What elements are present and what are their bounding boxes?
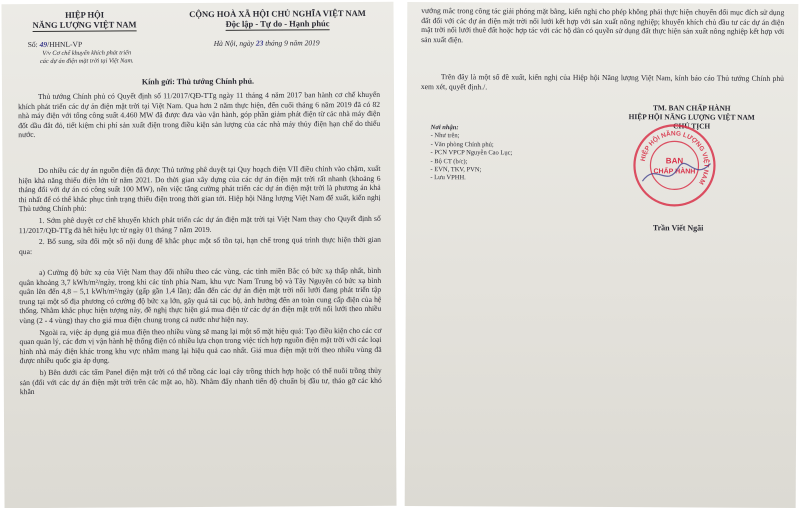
- continuation-text: [421, 6, 784, 48]
- official-stamp: [632, 123, 716, 207]
- handwritten-number: 49: [39, 39, 48, 49]
- recipients-title: Nơi nhận:: [430, 124, 459, 132]
- stamp-ring-text: HIỆP HỘI NĂNG LƯỢNG VIỆT NAM: [639, 130, 710, 186]
- handwritten-day: 23: [255, 38, 264, 48]
- recipient-item: - PCN VPCP Nguyễn Cao Lục;: [430, 149, 513, 157]
- nation-title: CỘNG HOÀ XÃ HỘI CHỦ NGHĨA VIỆT NAM: [189, 7, 366, 20]
- recipients-list: [430, 124, 512, 183]
- nation-motto: Độc lập - Tự do - Hạnh phúc: [225, 18, 330, 29]
- paragraph: vướng mắc trong công tác giải phóng mặt bằng, kiến nghị cho phép không phải thực hiện chuyển đổi mục đích sử dụng đất đối với các dự án điện mặt trời nối lưới kết hợp với sản xuất nông nghiệp; khuyến khích chủ đầu tư các dự án điện mặt trời nối lưới thuê đất hoặc hợp tác với các hộ dân có quyền sử dụng đất thực hiện sản xuất nông nghiệp kết hợp với sản xuất điện.: [421, 6, 785, 45]
- paragraph: a) Cường độ bức xạ của Việt Nam thay đổi nhiều theo các vùng, các tỉnh miền Bắc có bức xạ thấp nhất, bình quân khoảng 3,7 kWh/m²/ngày, trong khi các tỉnh phía Nam, khu vực Nam Trung bộ và Tây Nguyên có bức xạ bình quân lên đến 4,8 – 5,1 kWh/m²/ngày (gấp gần 1,4 lần); dẫn đến các dự án điện mặt trời nối lưới đang phát triển tập trung tại một số địa phương có cường độ bức xạ lớn, gây quá tải cục bộ, ảnh hưởng đến an toàn cung cấp điện của hệ thống. Nhằm khắc phục hiện tượng này, đề nghị thực hiện giá mua điện từ các dự án điện mặt trời nối lưới theo nhiều vùng (2 - 4 vùng) thay cho giá mua điện chung trong cả nước như hiện nay.: [19, 265, 382, 326]
- document-number: Số: 49/HHNL-VP: [27, 39, 83, 50]
- closing-text: Trên đây là một số đề xuất, kiến nghị của Hiệp hội Năng lượng Việt Nam, kính báo cáo Thủ tướng Chính phủ xem xét, quyết định./.: [420, 72, 784, 91]
- paragraph: 1. Sớm phê duyệt cơ chế khuyến khích phát triển các dự án điện mặt trời tại Việt Nam thay cho Quyết định số 11/2017/QĐ-TTg đã hết hiệu lực từ ngày 01 tháng 7 năm 2019.: [18, 213, 381, 235]
- recipient-item: - Văn phòng Chính phủ;: [430, 140, 494, 149]
- paragraph: b) Bên dưới các tấm Panel điện mặt trời có thể trồng các loại cây trồng thích hợp hoặc có thể nuôi trồng thủy sản (đối với các dự án điện mặt trời trên các mặt ao, hồ). Nhằm đẩy nhanh tiến độ chuẩn bị đầu tư, tháo gỡ các khó khăn: [19, 365, 382, 397]
- recipient-item: - Như trên;: [430, 132, 460, 140]
- national-header: [171, 8, 383, 31]
- body-section-3: [19, 266, 382, 399]
- place-date: Hà Nội, ngày 23 tháng 9 năm 2019: [213, 38, 320, 48]
- org-header: [10, 9, 160, 32]
- recipient-item: - EVN, TKV, PVN;: [430, 166, 482, 174]
- letter-page-2: [405, 2, 799, 508]
- body-section-1: [18, 90, 380, 142]
- paragraph: Thủ tướng Chính phủ có Quyết định số 11/2017/QĐ-TTg ngày 11 tháng 4 năm 2017 ban hành cơ chế khuyến khích phát triển các dự án điện mặt trời tại Việt Nam. Qua hơn 2 năm thực hiện, đến cuối tháng 6 năm 2019 đã có 82 nhà máy điện với tổng công suất 4.460 MW đã được đưa vào vận hành, góp phần giảm phát điện từ các nhà máy điện đốt dầu đắt đỏ, tiết kiệm chi phí sản xuất điện trong điều kiện sản lượng của các nhà máy thủy điện hạn chế do thiếu nước.: [18, 89, 381, 140]
- stamp-center-text: BAN: [665, 156, 684, 166]
- org-line-1: HIỆP HỘI: [65, 9, 105, 20]
- recipient-item: - Bộ CT (b/c);: [430, 157, 468, 165]
- letter-page-1: [1, 2, 396, 508]
- paragraph: Do nhiều các dự án nguồn điện đã được Thủ tướng phê duyệt tại Quy hoạch điện VII điều chỉnh vào chậm, xuất hiện khả năng thiếu điện lớn từ năm 2021. Do thời gian xây dựng của các dự án điện mặt trời rất nhanh (khoảng 6 tháng đối với dự án có công suất 100 MW), nên việc tăng cường phát triển các dự án điện mặt trời là phương án khả thi nhất để có thể khắc phục tình trạng thiếu điện trong thời gian tới. Hiệp hội Năng lượng Việt Nam để xuất, kiến nghị Thủ tướng Chính phủ:: [18, 163, 381, 214]
- body-section-2: [18, 164, 381, 259]
- paragraph: 2. Bổ sung, sửa đổi một số nội dung để khắc phục một số tồn tại, hạn chế trong quá trình thực hiện thời gian qua:: [18, 235, 381, 256]
- signature-block-title: TM. BAN CHẤP HÀNH HIỆP HỘI NĂNG LƯỢNG VIỆT NAM CHỦ TỊCH: [628, 103, 755, 131]
- signer-name: Trần Viết Ngãi: [652, 223, 704, 233]
- subject-line: V/v Cơ chế khuyến khích phát triển các dự án điện mặt trời tại Việt Nam.: [39, 49, 134, 65]
- greeting: Kính gửi: Thủ tướng Chính phủ.: [141, 76, 255, 87]
- recipient-item: - Lưu VPHH.: [430, 174, 466, 182]
- stamp-center-text: CHẤP HÀNH: [653, 168, 696, 176]
- org-line-2: NĂNG LƯỢNG VIỆT NAM: [32, 19, 137, 31]
- paragraph: Ngoài ra, việc áp dụng giá mua điện theo nhiều vùng sẽ mang lại một số mặt hiệu quả: Tạo điều kiện cho các cơ quan quản lý, các đơn vị vận hành hệ thống điện có nhiều lựa chọn trong việc tích hợp nguồn điện mặt trời với các loại hình nhà máy điện khác trong khu vực nhằm mang lại hiệu quả cao nhất. Giá mua điện mặt trời theo nhiều vùng đã được nhiều quốc gia áp dụng.: [19, 325, 382, 366]
